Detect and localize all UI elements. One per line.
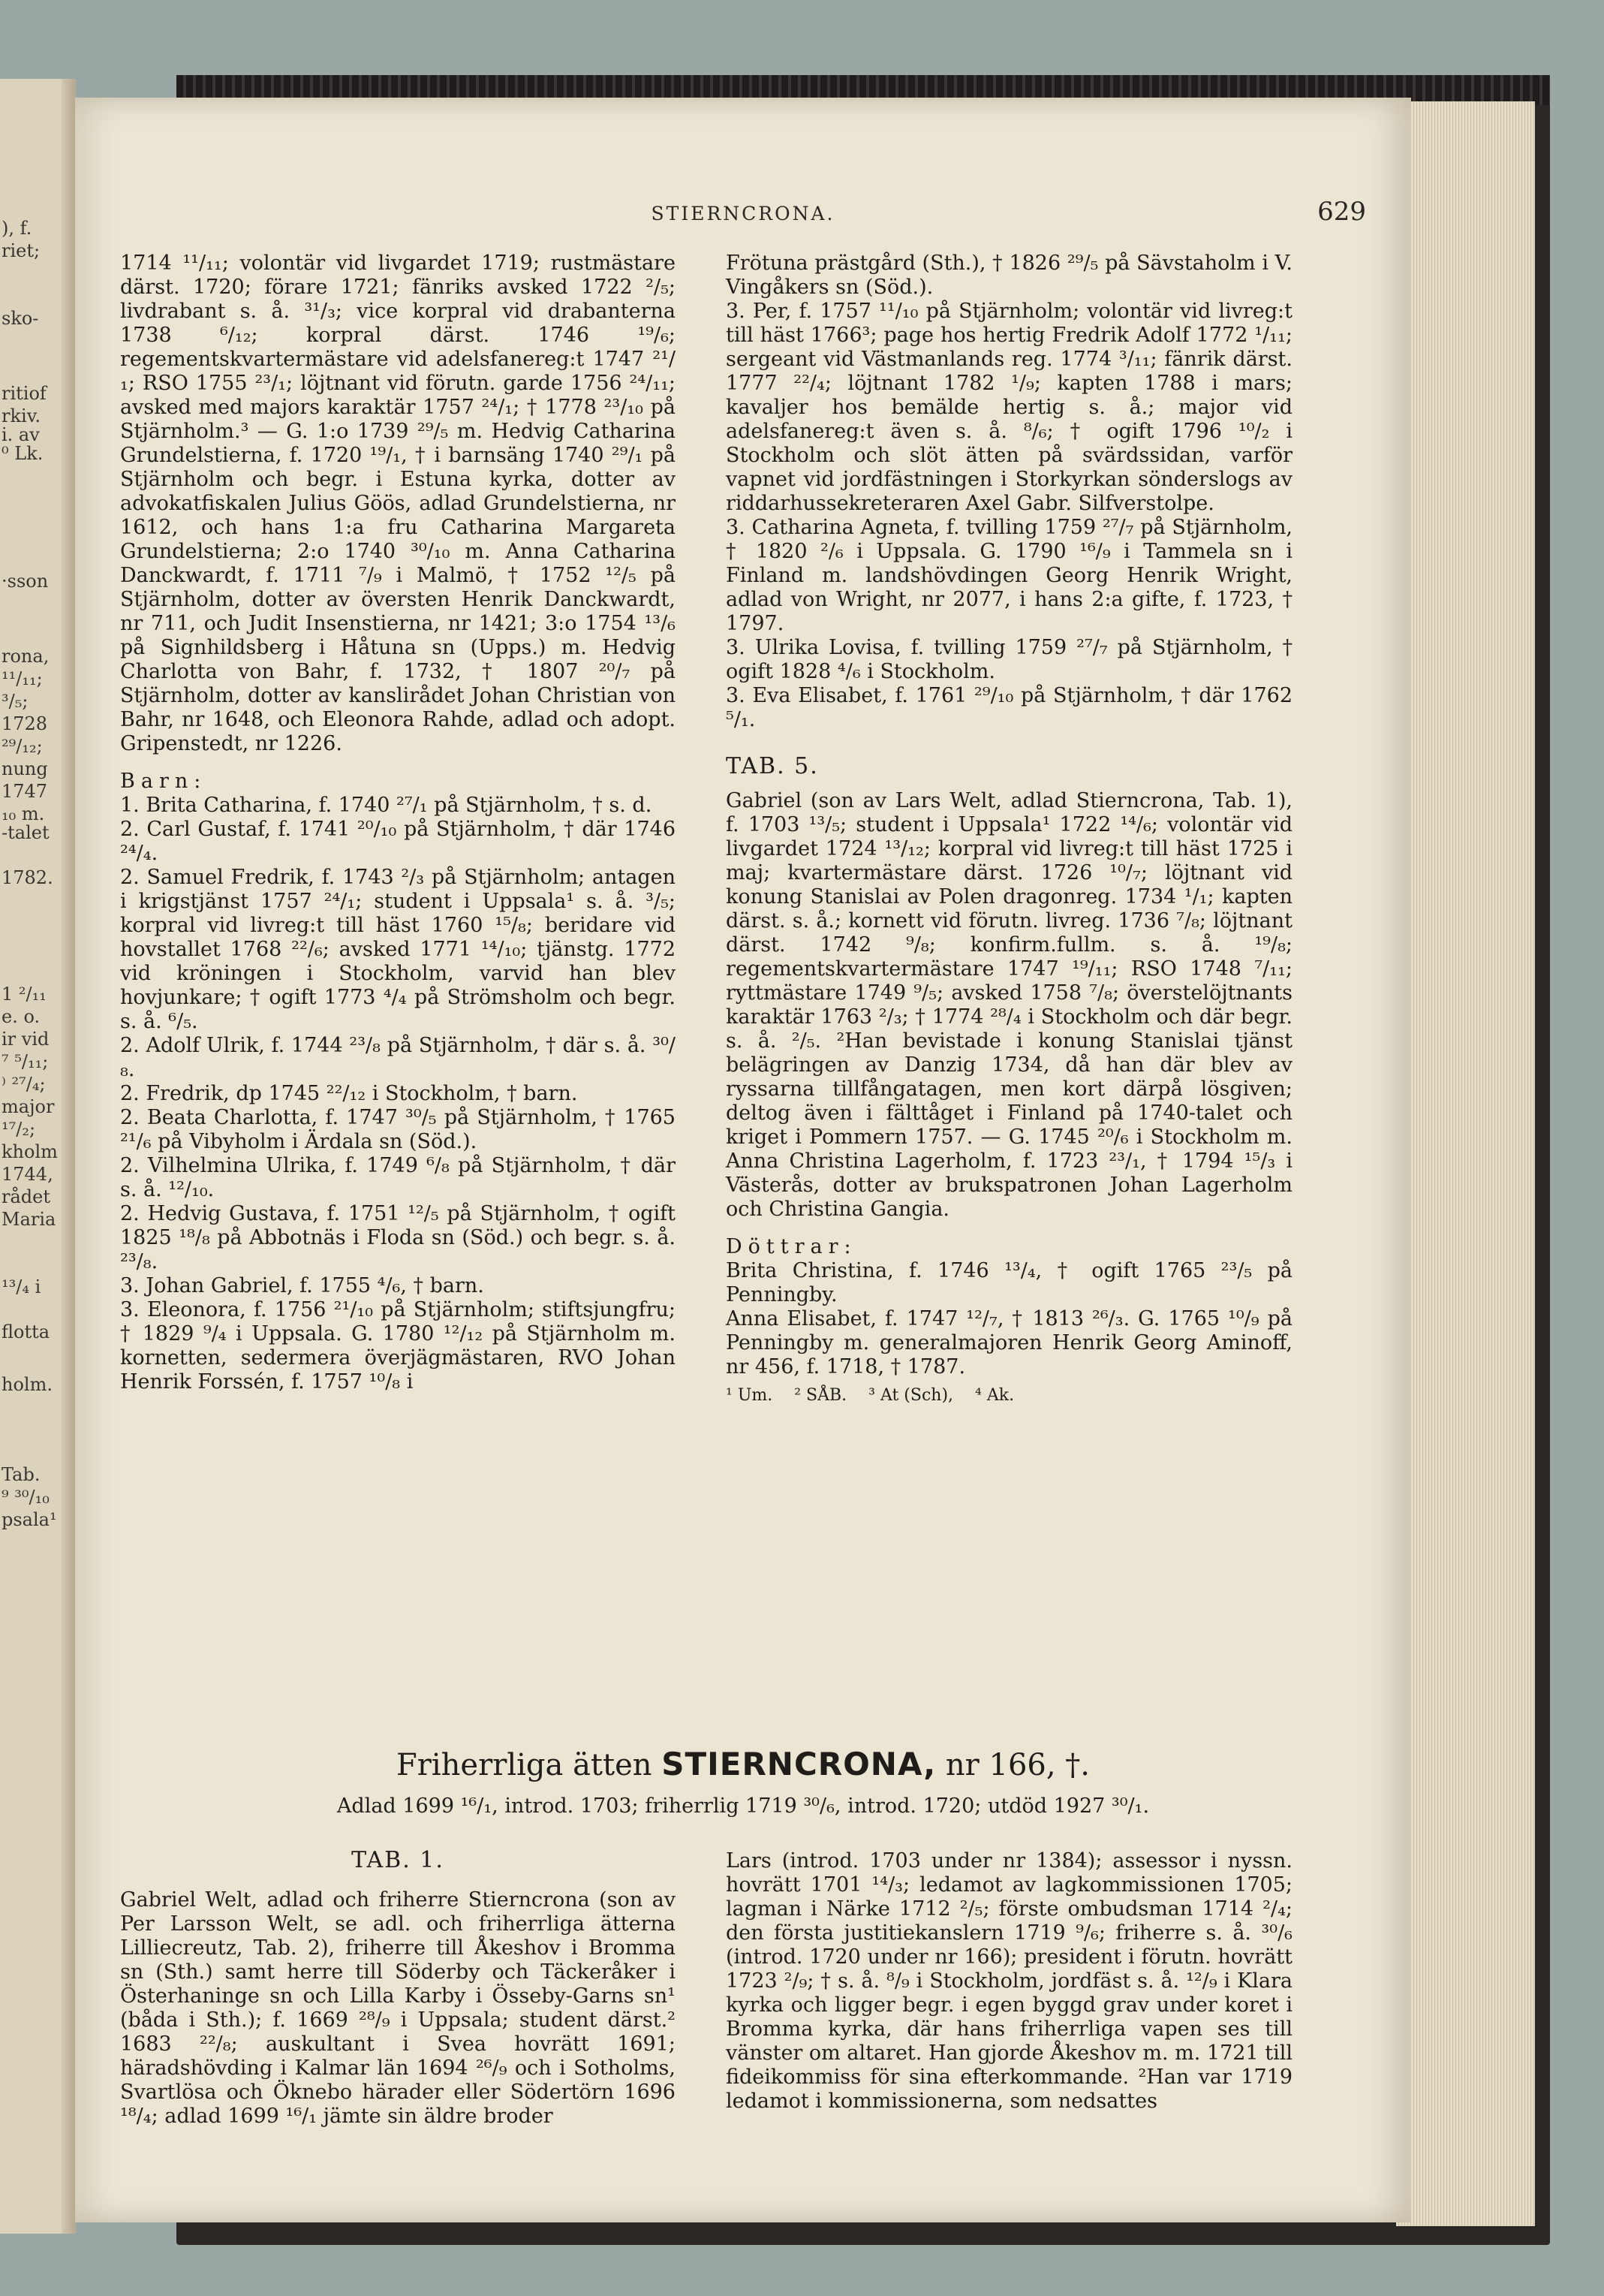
daughter-entry: Anna Elisabet, f. 1747 ¹²/₇, † 1813 ²⁶/₃. G. 1765 ¹⁰/₉ på Penningby m. generalmajoren Henrik Georg Aminoff, nr 456, f. 1718, † 1787. bbox=[726, 1307, 1293, 1379]
daughters-heading: Döttrar: bbox=[726, 1235, 857, 1258]
adjacent-page-fragment: rådet bbox=[2, 1186, 50, 1207]
adjacent-page-fragment: ir vid bbox=[2, 1029, 50, 1050]
adjacent-page-fragment: ²⁹/₁₂; bbox=[2, 736, 43, 757]
adjacent-page-fragment: Maria bbox=[2, 1209, 56, 1230]
footnote: ² SÅB. bbox=[794, 1386, 847, 1405]
entry-paragraph: Gabriel Welt, adlad och friherre Stierncrona (son av Per Larsson Welt, se adl. och friherrliga ätterna Lilliecreutz, Tab. 2), friherre till Åkeshov i Bromma sn (Sth.) samt herre till Söderby och Täckeråker i Österhaninge sn och Lilla Karby i Össeby-Garns sn¹ (båda i Sth.); f. 1669 ²⁸/₉ i Uppsala; student därst.² 1683 ²²/₈; auskultant i Svea hovrätt 1691; häradshövding i Kalmar län 1694 ²⁶/₉ och i Sotholms, Svartlösa och Öknebo härader eller Södertörn 1696 ¹⁸/₄; adlad 1699 ¹⁶/₁ jämte sin äldre broder bbox=[120, 1888, 676, 2128]
footnote: ¹ Um. bbox=[726, 1386, 773, 1405]
page-number: 629 bbox=[1317, 197, 1366, 227]
adjacent-page-fragment: ⁹ ³⁰/₁₀ bbox=[2, 1487, 50, 1508]
adjacent-page-fragment: 1 ²/₁₁ bbox=[2, 984, 47, 1005]
adjacent-page-fragment: ), f. bbox=[2, 218, 32, 239]
adjacent-page-fragment: kholm bbox=[2, 1141, 58, 1162]
child-entry: 1. Brita Catharina, f. 1740 ²⁷/₁ på Stjärnholm, † s. d. bbox=[120, 794, 652, 817]
adjacent-page-fragment: holm. bbox=[2, 1374, 53, 1395]
child-entry: 3. Eleonora, f. 1756 ²¹/₁₀ på Stjärnholm; stiftsjungfru; † 1829 ⁹/₄ i Uppsala. G. 1780 ¹²/₁₂ på Stjärnholm m. kornetten, sedermera överjägmästaren, RVO Johan Henrik Forssén, f. 1757 ¹⁰/₈ i bbox=[120, 1298, 676, 1394]
entry-paragraph: Gabriel (son av Lars Welt, adlad Stierncrona, Tab. 1), f. 1703 ¹³/₅; student i Uppsala¹ 1722 ¹⁴/₆; volontär vid livgardet 1724 ¹³/₁₂; korpral vid livreg:t till häst 1725 i maj; kvartermästare därst. 1726 ¹⁰/₇; löjtnant vid konung Stanislai av Polen dragonreg. 1734 ¹/₁; kapten därst. s. å.; kornett vid förutn. livreg. 1736 ⁷/₈; löjtnant därst. 1742 ⁹/₈; konfirm.fullm. s. å. ¹⁹/₈; regementskvartermästare 1747 ¹⁹/₁₁; RSO 1748 ⁷/₁₁; ryttmästare 1749 ⁹/₅; avsked 1758 ⁷/₈; överstelöjtnants karaktär 1763 ²/₃; † 1774 ²⁸/₄ i Stockholm och där begr. s. å. ²/₅. ²Han bevistade i konung Stanislai tjänst belägringen av Danzig 1734, då han där blev av ryssarna tillfångatagen, men kort därpå lösgiven; deltog även i fälttåget i Finland på 1740-talet och kriget i Pommern 1757. — G. 1745 ²⁰/₆ i Stockholm m. Anna Christina Lagerholm, f. 1723 ²³/₁, † 1794 ¹⁵/₃ i Västerås, dotter av brukspatronen Johan Lagerholm och Christina Gangia. bbox=[726, 789, 1293, 1221]
adjacent-page-fragment: ·sson bbox=[2, 571, 49, 592]
child-entry: 2. Fredrik, dp 1745 ²²/₁₂ i Stockholm, † barn. bbox=[120, 1082, 578, 1105]
adjacent-page-fragment: ¹⁷/₂; bbox=[2, 1119, 36, 1140]
section-title-name: STIERNCRONA, bbox=[661, 1746, 937, 1782]
adjacent-page-fragment: sko- bbox=[2, 308, 39, 329]
children-heading: Barn: bbox=[120, 770, 207, 793]
adjacent-page-fragment: rona, bbox=[2, 646, 50, 667]
child-entry: 2. Adolf Ulrik, f. 1744 ²³/₈ på Stjärnholm, † där s. å. ³⁰/₈. bbox=[120, 1034, 676, 1081]
book-page bbox=[75, 98, 1411, 2222]
adjacent-page-fragment: ⁾ ²⁷/₄; bbox=[2, 1074, 46, 1095]
adjacent-page-fragment: e. o. bbox=[2, 1006, 41, 1027]
page-edges bbox=[1396, 101, 1535, 2226]
adjacent-page-fragment: 1744, bbox=[2, 1164, 53, 1185]
tab-heading: TAB. 1. bbox=[351, 1847, 444, 1873]
entry-paragraph: 3. Per, f. 1757 ¹¹/₁₀ på Stjärnholm; volontär vid livreg:t till häst 1766³; page hos hertig Fredrik Adolf 1772 ¹/₁₁; sergeant vid Västmanlands reg. 1774 ³/₁₁; fänrik därst. 1777 ²²/₄; löjtnant 1782 ¹/₉; kapten 1788 i mars; kavaljer hos bemälde hertig s. å.; major vid adelsfanereg:t även s. å. ⁸/₆; † ogift 1796 ¹⁰/₂ i Stockholm och slöt ätten på svärdssidan, varför vapnet vid jordfästningen i Storkyrkan sönderslogs av riddarhussekreteraren Axel Gabr. Silfverstolpe. bbox=[726, 300, 1293, 515]
entry-paragraph: 3. Catharina Agneta, f. tvilling 1759 ²⁷/₇ på Stjärnholm, † 1820 ²/₆ i Uppsala. G. 1790 ¹⁶/₉ i Tammela sn i Finland m. landshövdingen Georg Henrik Wright, adlad von Wright, nr 2077, i hans 2:a gifte, f. 1723, † 1797. bbox=[726, 516, 1293, 635]
child-entry: 2. Hedvig Gustava, f. 1751 ¹²/₅ på Stjärnholm, † ogift 1825 ¹⁸/₈ på Abbotnäs i Floda sn (Söd.) och begr. s. å. ²³/₈. bbox=[120, 1202, 676, 1273]
column-left-top bbox=[120, 252, 676, 1394]
adjacent-page-fragment: major bbox=[2, 1096, 55, 1117]
child-entry: 2. Samuel Fredrik, f. 1743 ²/₃ på Stjärnholm; antagen i krigstjänst 1757 ²⁴/₁; student i Uppsala¹ s. å. ³/₅; korpral vid livreg:t till häst 1760 ¹⁵/₈; beridare vid hovstallet 1768 ²²/₆; avsked 1771 ¹⁴/₁₀; tjänstg. 1772 vid kröningen i Stockholm, varvid han blev hovjunkare; † ogift 1773 ⁴/₄ på Strömsholm och begr. s. å. ⁶/₅. bbox=[120, 866, 676, 1033]
child-entry: 2. Beata Charlotta, f. 1747 ³⁰/₅ på Stjärnholm, † 1765 ²¹/₆ på Vibyholm i Ärdala sn (Söd.). bbox=[120, 1106, 676, 1153]
adjacent-page-fragment: 1782. bbox=[2, 867, 53, 888]
adjacent-page-fragment: 1747 bbox=[2, 781, 48, 802]
adjacent-page-fragment: ⁷ ⁵/₁₁; bbox=[2, 1051, 49, 1072]
adjacent-page-fragment: riet; bbox=[2, 240, 41, 261]
entry-paragraph: 1714 ¹¹/₁₁; volontär vid livgardet 1719; rustmästare därst. 1720; förare 1721; fänriks avsked 1722 ²/₅; livdrabant s. å. ³¹/₃; vice korpral vid drabanterna 1738 ⁶/₁₂; korpral därst. 1746 ¹⁹/₆; regementskvartermästare vid adelsfanereg:t 1747 ²¹/₁; RSO 1755 ²³/₁; löjtnant vid förutn. garde 1756 ²⁴/₁₁; avsked med majors karaktär 1757 ²⁴/₁; † 1778 ²³/₁₀ på Stjärnholm.³ — G. 1:o 1739 ²⁹/₅ m. Hedvig Catharina Grundelstierna, f. 1720 ¹⁹/₁, † i barnsäng 1740 ²⁹/₁ på Stjärnholm och begr. i Estuna kyrka, dotter av advokatfiskalen Julius Göös, adlad Grundelstierna, nr 1612, och hans 1:a fru Catharina Margareta Grundelstierna; 2:o 1740 ³⁰/₁₀ m. Anna Catharina Danckwardt, f. 1711 ⁷/₉ i Malmö, † 1752 ¹²/₅ på Stjärnholm, dotter av översten Henrik Danckwardt, nr 711, och Judit Insenstierna, nr 1421; 3:o 1754 ¹³/₆ på Signhildsberg i Håtuna sn (Upps.) m. Hedvig Charlotta von Bahr, f. 1732, † 1807 ²⁰/₇ på Stjärnholm, dotter av kanslirådet Johan Christian von Bahr, nr 1648, och Eleonora Rahde, adlad och adopt. Gripenstedt, nr 1226. bbox=[120, 252, 676, 755]
adjacent-page-fragment: ³/₅; bbox=[2, 691, 29, 712]
adjacent-page-fragment: i. av bbox=[2, 424, 40, 445]
daughter-entry: Brita Christina, f. 1746 ¹³/₄, † ogift 1765 ²³/₅ på Penningby. bbox=[726, 1259, 1293, 1306]
footnote: ³ At (Sch), bbox=[868, 1386, 954, 1405]
footnote: ⁴ Ak. bbox=[975, 1386, 1015, 1405]
child-entry: 3. Johan Gabriel, f. 1755 ⁴/₆, † barn. bbox=[120, 1274, 484, 1297]
footnotes bbox=[726, 1384, 1293, 1408]
adjacent-page-fragment: 1728 bbox=[2, 713, 48, 734]
adjacent-page-fragment: rkiv. bbox=[2, 405, 41, 426]
column-right-bottom bbox=[726, 1849, 1293, 2114]
adjacent-page-strip bbox=[0, 79, 76, 2234]
column-left-bottom bbox=[120, 1888, 676, 2129]
entry-paragraph: 3. Ulrika Lovisa, f. tvilling 1759 ²⁷/₇ på Stjärnholm, † ogift 1828 ⁴/₆ i Stockholm. bbox=[726, 636, 1293, 683]
child-entry: 2. Vilhelmina Ulrika, f. 1749 ⁶/₈ på Stjärnholm, † där s. å. ¹²/₁₀. bbox=[120, 1154, 676, 1201]
section-title-prefix: Friherrliga ätten bbox=[396, 1748, 652, 1782]
adjacent-page-gutter bbox=[62, 79, 75, 2234]
adjacent-page-fragment: ¹³/₄ i bbox=[2, 1276, 41, 1297]
tab-heading: TAB. 5. bbox=[726, 753, 819, 779]
column-right-top bbox=[726, 252, 1293, 1408]
running-head: STIERNCRONA. bbox=[651, 203, 835, 224]
adjacent-page-fragment: psala¹ bbox=[2, 1509, 57, 1530]
adjacent-page-fragment: ritiof bbox=[2, 383, 47, 404]
entry-paragraph: 3. Eva Elisabet, f. 1761 ²⁹/₁₀ på Stjärnholm, † där 1762 ⁵/₁. bbox=[726, 684, 1293, 731]
child-entry: 2. Carl Gustaf, f. 1741 ²⁰/₁₀ på Stjärnholm, † där 1746 ²⁴/₄. bbox=[120, 818, 676, 865]
adjacent-page-fragment: Tab. bbox=[2, 1464, 41, 1485]
entry-paragraph: Lars (introd. 1703 under nr 1384); assessor i nyssn. hovrätt 1701 ¹⁴/₃; ledamot av lagkommissionen 1705; lagman i Närke 1712 ²/₅; förste ombudsman 1714 ²/₄; den första justitiekanslern 1719 ⁹/₆; friherre s. å. ³⁰/₆ (introd. 1720 under nr 166); president i förutn. hovrätt 1723 ²/₉; † s. å. ⁸/₉ i Stockholm, jordfäst s. å. ¹²/₉ i Klara kyrka och ligger begr. i egen byggd grav under koret i Bromma kyrka, där hans friherrliga vapen ses till vänster om altaret. Han gjorde Åkeshov m. m. 1721 till fideikommiss för sina efterkommande. ²Han var 1719 ledamot i kommissionerna, som nedsattes bbox=[726, 1849, 1293, 2113]
adjacent-page-fragment: ¹¹/₁₁; bbox=[2, 668, 43, 689]
adjacent-page-fragment: ⁰ Lk. bbox=[2, 443, 44, 464]
adjacent-page-fragment: nung bbox=[2, 758, 48, 779]
adjacent-page-fragment: ₁₀ m. bbox=[2, 803, 45, 824]
section-title bbox=[75, 1746, 1411, 1782]
adjacent-page-fragment: flotta bbox=[2, 1321, 50, 1342]
entry-paragraph: Frötuna prästgård (Sth.), † 1826 ²⁹/₅ på Sävstaholm i V. Vingåkers sn (Söd.). bbox=[726, 252, 1293, 299]
adjacent-page-fragment: -talet bbox=[2, 822, 50, 843]
section-title-suffix: nr 166, †. bbox=[945, 1748, 1091, 1782]
section-subtitle: Adlad 1699 ¹⁶/₁, introd. 1703; friherrlig 1719 ³⁰/₆, introd. 1720; utdöd 1927 ³⁰/₁. bbox=[336, 1794, 1150, 1818]
